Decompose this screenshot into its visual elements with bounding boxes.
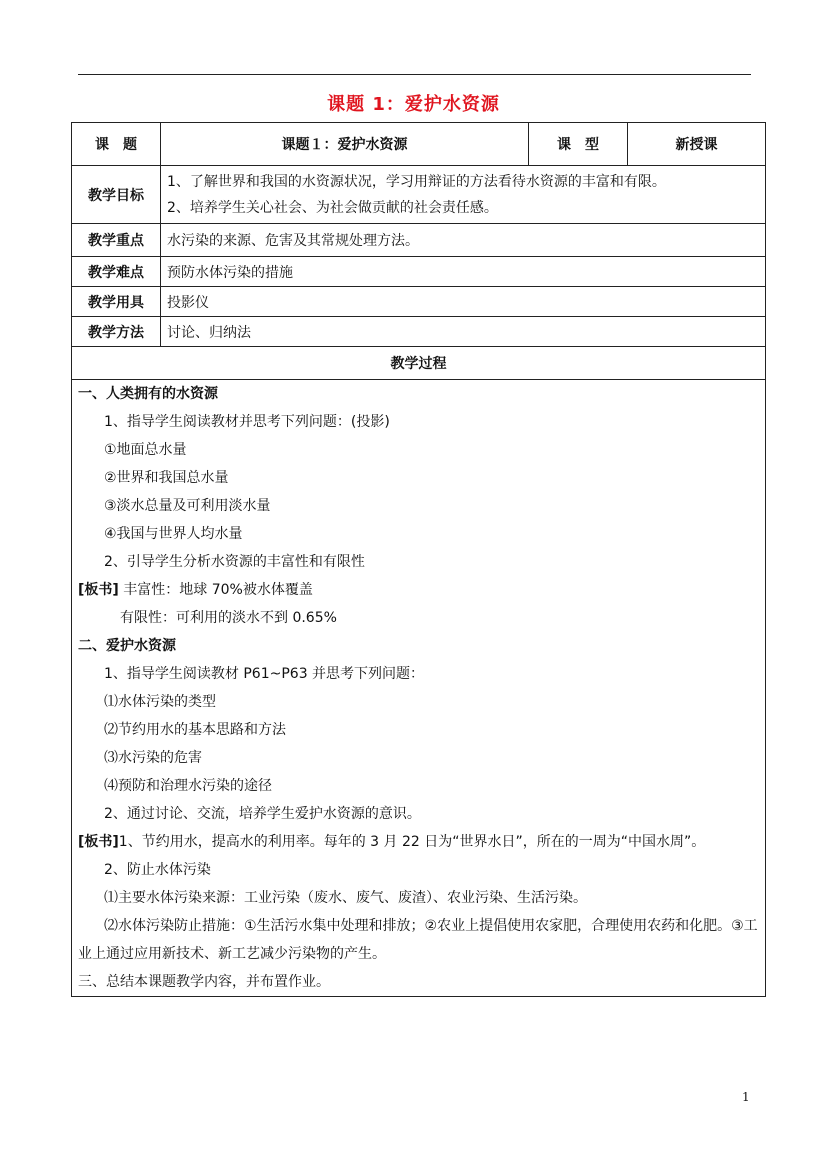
tools-value: 投影仪: [161, 287, 766, 317]
section-2-question-3: ⑶水污染的危害: [104, 750, 202, 766]
header-rule: [78, 74, 751, 75]
methods-value: 讨论、归纳法: [161, 317, 766, 347]
methods-label: 教学方法: [72, 317, 161, 347]
section-1-step-2: 2、引导学生分析水资源的丰富性和有限性: [104, 554, 365, 570]
difficulty-label: 教学难点: [72, 257, 161, 287]
section-3: 三、总结本课题教学内容，并布置作业。: [78, 974, 330, 990]
key-points-value: 水污染的来源、危害及其常规处理方法。: [161, 224, 766, 257]
type-label: 课 型: [529, 123, 628, 166]
board-tag: [板书]: [78, 834, 119, 850]
goals-value: [161, 166, 766, 224]
process-body: [72, 380, 766, 997]
tools-row: [72, 287, 766, 317]
lesson-plan-table: [71, 122, 766, 997]
section-1-heading: 一、人类拥有的水资源: [78, 386, 218, 402]
section-1-board-line-2: 有限性：可利用的淡水不到 0.65%: [120, 610, 337, 626]
methods-row: [72, 317, 766, 347]
key-points-label: 教学重点: [72, 224, 161, 257]
section-2-sub-2: ⑵水体污染防止措施：①生活污水集中处理和排放；②农业上提倡使用农家肥，合理使用农药和化肥。③工业上通过应用新技术、新工艺减少污染物的产生。: [78, 918, 758, 962]
section-1-question-1: ①地面总水量: [104, 442, 187, 458]
goals-label: 教学目标: [72, 166, 161, 224]
key-points-row: [72, 224, 766, 257]
tools-label: 教学用具: [72, 287, 161, 317]
process-title: 教学过程: [72, 347, 766, 380]
goal-line-2: 2、培养学生关心社会、为社会做贡献的社会责任感。: [167, 199, 498, 216]
topic-value: 课题１：爱护水资源: [161, 123, 529, 166]
section-2-board-line-2: 2、防止水体污染: [104, 862, 211, 878]
difficulty-row: [72, 257, 766, 287]
header-row: [72, 123, 766, 166]
board-tag: [板书]: [78, 582, 119, 598]
document-title: 课题 1：爱护水资源: [327, 94, 500, 115]
board-text: 1、节约用水，提高水的利用率。每年的 3 月 22 日为“世界水日”，所在的一周为“中国水周”。: [118, 834, 706, 850]
goals-row: [72, 166, 766, 224]
section-2-question-2: ⑵节约用水的基本思路和方法: [104, 722, 286, 738]
section-2-board-line-1: [78, 828, 759, 856]
section-1-board-line-1: [78, 576, 759, 604]
section-1-step-1: 1、指导学生阅读教材并思考下列问题：(投影): [104, 414, 390, 430]
section-2-question-4: ⑷预防和治理水污染的途径: [104, 778, 272, 794]
process-title-row: [72, 347, 766, 380]
topic-label: 课 题: [72, 123, 161, 166]
section-2-sub-1: ⑴主要水体污染来源：工业污染（废水、废气、废渣）、农业污染、生活污染。: [104, 890, 587, 906]
page-number: 1: [742, 1090, 750, 1104]
section-1-question-3: ③淡水总量及可利用淡水量: [104, 498, 271, 514]
goal-line-1: 1、了解世界和我国的水资源状况，学习用辩证的方法看待水资源的丰富和有限。: [167, 173, 666, 190]
section-2-step-1: 1、指导学生阅读教材 P61~P63 并思考下列问题：: [104, 666, 425, 682]
board-text: 丰富性：地球 70%被水体覆盖: [118, 582, 313, 598]
section-2-heading: 二、爱护水资源: [78, 638, 176, 654]
section-2-question-1: ⑴水体污染的类型: [104, 694, 216, 710]
section-1-question-4: ④我国与世界人均水量: [104, 526, 243, 542]
section-2-step-2: 2、通过讨论、交流，培养学生爱护水资源的意识。: [104, 806, 421, 822]
type-value: 新授课: [628, 123, 766, 166]
process-body-row: [72, 380, 766, 997]
difficulty-value: 预防水体污染的措施: [161, 257, 766, 287]
section-1-question-2: ②世界和我国总水量: [104, 470, 229, 486]
